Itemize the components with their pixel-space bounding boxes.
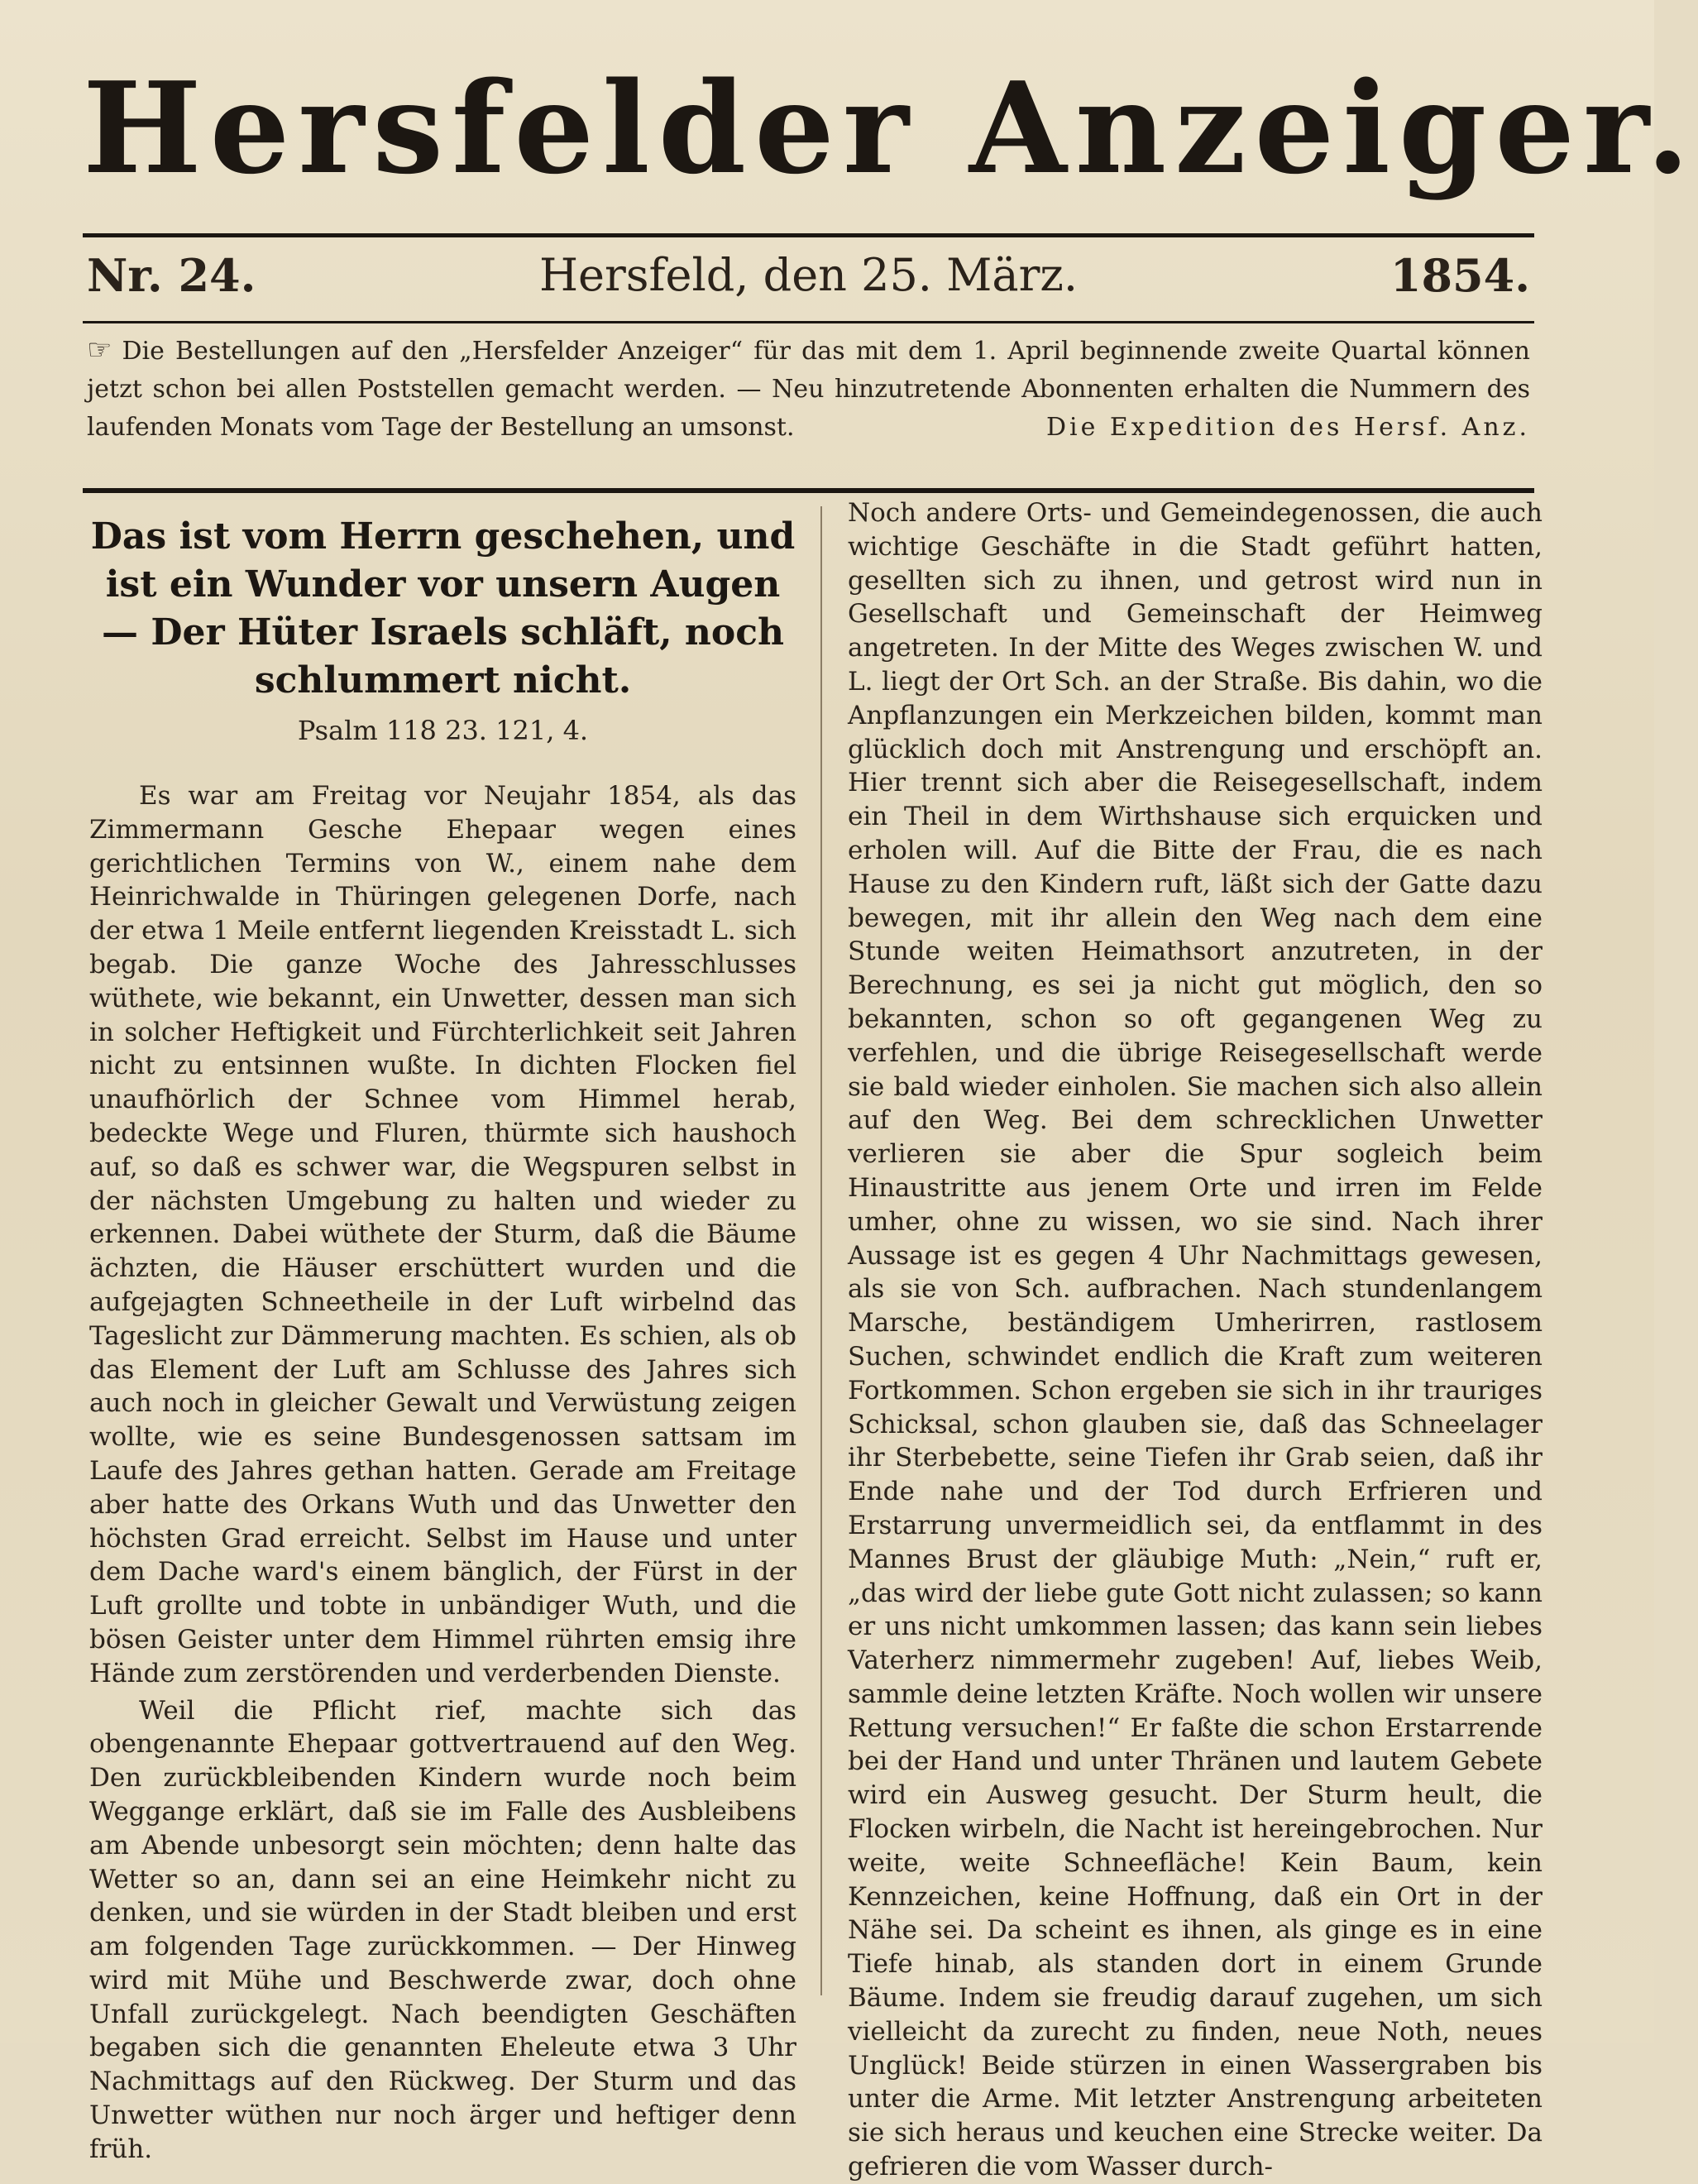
dateline	[87, 238, 1530, 313]
article-paragraph: Noch andere Orts- und Gemeindegenossen, die auch wichtige Geschäfte in die Stadt geführt hatten, gesellten sich zu ihnen, und getrost wird nun in Gesellschaft und Gemeinschaft der Heimweg angetreten. In der Mitte des Weges zwischen W. und L. liegt der Ort Sch. an der Straße. Bis dahin, wo die Anpflanzungen ein Merkzeichen bilden, kommt man glücklich doch mit Anstrengung und erschöpft an. Hier trennt sich aber die Reisegesellschaft, indem ein Theil in dem Wirthshause sich erquicken und erholen will. Auf die Bitte der Frau, die es nach Hause zu den Kindern ruft, läßt sich der Gatte dazu bewegen, mit ihr allein den Weg nach dem eine Stunde weiten Heimathsort anzutreten, in der Berechnung, es sei ja nicht gut möglich, den so bekannten, schon so oft gegangenen Weg zu verfehlen, und die übrige Reisegesellschaft werde sie bald wieder einholen. Sie machen sich also allein auf den Weg. Bei dem schrecklichen Unwetter verlieren sie aber die Spur sogleich beim Hinaustritte aus jenem Orte und irren im Felde umher, ohne zu wissen, wo sie sind. Nach ihrer Aussage ist es gegen 4 Uhr Nachmittags gewesen, als sie von Sch. aufbrachen. Nach stundenlangem Marsche, beständigem Umherirren, rastlosem Suchen, schwindet endlich die Kraft zum weiteren Fortkommen. Schon ergeben sie sich in ihr trauriges Schicksal, schon glauben sie, daß das Schneelager ihr Sterbebette, seine Tiefen ihr Grab seien, daß ihr Ende nahe und der Tod durch Erfrieren und Erstarrung unvermeidlich sei, da entflammt in des Mannes Brust der gläubige Muth: „Nein,“ ruft er, „das wird der liebe gute Gott nicht zulassen; so kann er uns nicht umkommen lassen; das kann sein liebes Vaterherz nimmermehr zugeben! Auf, liebes Weib, sammle deine letzten Kräfte. Noch wollen wir unsere Rettung versuchen!“ Er faßte die schon Erstarrende bei der Hand und unter Thränen und lautem Gebete wird ein Ausweg gesucht. Der Sturm heult, die Flocken wirbeln, die Nacht ist hereingebrochen. Nur weite, weite Schneefläche! Kein Baum, kein Kennzeichen, keine Hoffnung, daß ein Ort in der Nähe sei. Da scheint es ihnen, als ginge es in eine Tiefe hinab, als standen dort in einem Grunde Bäume. Indem sie freudig darauf zugehen, um sich vielleicht da zurecht zu finden, neue Noth, neues Unglück! Beide stürzen in einen Wassergraben bis unter die Arme. Mit letzter Anstrengung arbeiteten sie sich heraus und keuchen eine Strecke weiter. Da gefrieren die vom Wasser durch-	[848, 498, 1543, 2182]
masthead-title: Hersfelder Anzeiger.	[83, 54, 1698, 202]
notice-signature: Die Expedition des Hersf. Anz.	[1045, 413, 1530, 442]
article-column-right	[848, 496, 1543, 2182]
psalm-reference: Psalm 118 23. 121, 4.	[297, 715, 589, 746]
dateline-rule	[83, 321, 1534, 323]
article-paragraph: Es war am Freitag vor Neujahr 1854, als das Zimmermann Gesche Ehepaar wegen eines gerichtlichen Termins von W., einem nahe dem Heinrichwalde in Thüringen gelegenen Dorfe, nach der etwa 1 Meile entfernt liegenden Kreisstadt L. sich begab. Die ganze Woche des Jahresschlusses wüthete, wie bekannt, ein Unwetter, dessen man sich in solcher Heftigkeit und Fürchterlichkeit seit Jahren nicht zu entsinnen wußte. In dichten Flocken fiel unaufhörlich der Schnee vom Himmel herab, bedeckte Wege und Fluren, thürmte sich haushoch auf, so daß es schwer war, die Wegspuren selbst in der nächsten Umgebung zu halten und wieder zu erkennen. Dabei wüthete der Sturm, daß die Bäume ächzten, die Häuser erschüttert wurden und die aufgejagten Schneetheile in der Luft wirbelnd das Tageslicht zur Dämmerung machten. Es schien, als ob das Element der Luft am Schlusse des Jahres sich auch noch in gleicher Gewalt und Verwüstung zeigen wollte, wie es seine Bundesgenossen sattsam im Laufe des Jahres gethan hatten. Gerade am Freitage aber hatte des Orkans Wuth und das Unwetter den höchsten Grad erreicht. Selbst im Hause und unter dem Dache ward's einem bänglich, der Fürst in der Luft grollte und tobte in unbändiger Wuth, und die bösen Geister unter dem Himmel rührten emsig ihre Hände zum zerstörenden und verderbenden Dienste.	[89, 781, 796, 1688]
notice-rule	[83, 488, 1534, 493]
article-paragraph: Weil die Pflicht rief, machte sich das obengenannte Ehepaar gottvertrauend auf den Weg. Den zurückbleibenden Kindern wurde noch beim Weggange erklärt, daß sie im Falle des Ausbleibens am Abende unbesorgt sein möchten; denn halte das Wetter so an, dann sei an eine Heimkehr nicht zu denken, und sie würden in der Stadt bleiben und erst am folgenden Tage zurückkommen. — Der Hinweg wird mit Mühe und Beschwerde zwar, doch ohne Unfall zurückgelegt. Nach beendigten Geschäften begaben sich die genannten Eheleute etwa 3 Uhr Nachmittags auf den Rückweg. Der Sturm und das Unwetter wüthen nur noch ärger und heftiger denn früh.	[89, 1695, 796, 2164]
notice-text: Die Bestellungen auf den „Hersfelder Anzeiger“ für das mit dem 1. April beginnende zweite Quartal können jetzt schon bei allen Poststellen gemacht werden. — Neu hinzutretende Abonnenten erhalten die Nummern des laufenden Monats vom Tage der Bestellung an umsonst.	[87, 337, 1530, 442]
masthead	[83, 46, 1698, 211]
issue-number: Nr. 24.	[87, 249, 256, 302]
article-headline: Das ist vom Herrn geschehen, und ist ein Wunder vor unsern Augen — Der Hüter Israels schläft, noch schlummert nicht.	[90, 515, 796, 702]
subscription-notice	[87, 331, 1530, 476]
column-divider	[820, 506, 822, 1995]
masthead-rule	[83, 233, 1534, 237]
pointing-hand-icon: ☞	[87, 333, 112, 366]
place-date: Hersfeld, den 25. März.	[538, 249, 1079, 301]
article-column-left	[89, 506, 796, 2164]
issue-year: 1854.	[1389, 249, 1530, 302]
